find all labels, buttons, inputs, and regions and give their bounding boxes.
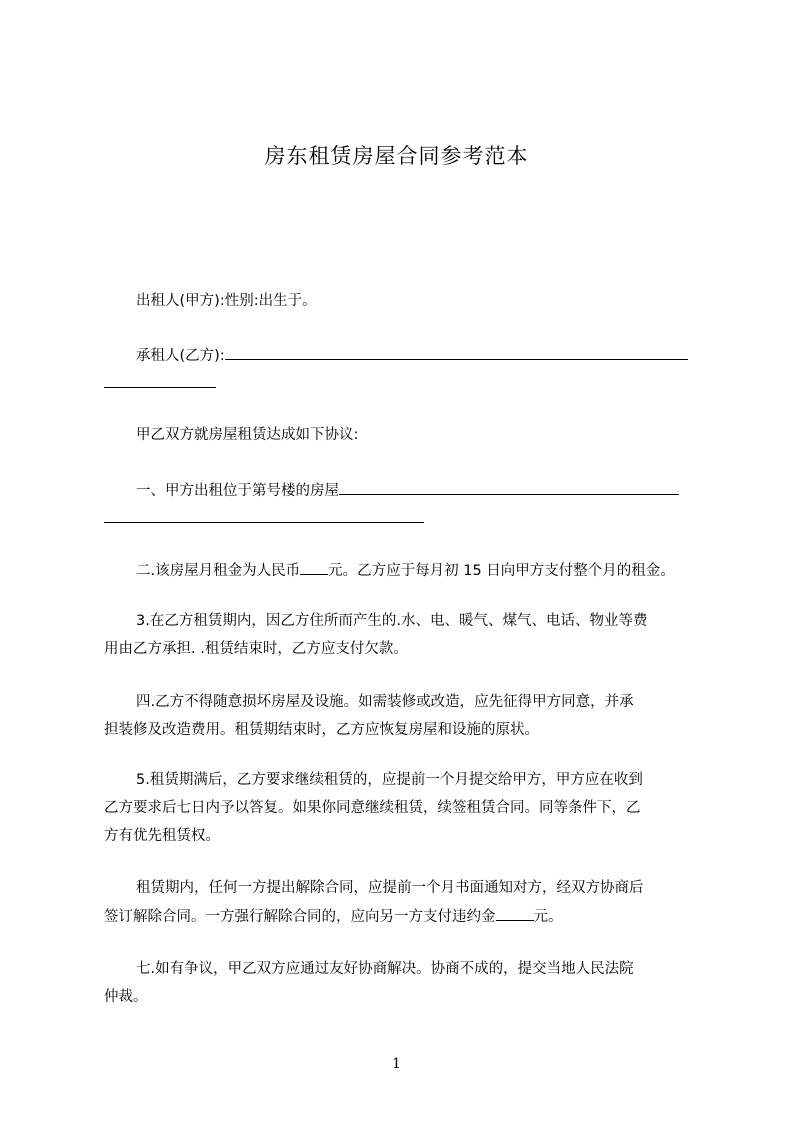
clause-1-text: 一、甲方出租位于第号楼的房屋 (136, 483, 339, 499)
penalty-amount-blank (496, 902, 534, 921)
clause-1-line (104, 476, 710, 504)
lessor-paragraph (104, 287, 710, 315)
clause-6-part-b: 元。 (533, 909, 563, 925)
clause-4-paragraph (104, 688, 710, 744)
clause-6-line-1: 租赁期内，任何一方提出解除合同，应提前一个月书面通知对方，经双方协商后 (136, 880, 644, 896)
lessee-label: 承租人(乙方): (136, 348, 225, 364)
clause-5-paragraph (104, 766, 710, 850)
clause-6-paragraph (104, 874, 710, 930)
clause-3-line-1: 3.在乙方租赁期内，因乙方住所而产生的.水、电、暖气、煤气、电话、物业等费 (136, 613, 648, 629)
clause-6-part-a: 签订解除合同。一方强行解除合同的，应向另一方支付违约金 (104, 909, 496, 925)
clause-2-part-b: 元。乙方应于每月初 15 日向甲方支付整个月的租金。 (328, 563, 675, 579)
clause-1-paragraph (104, 476, 710, 532)
clause-5-line-2: 乙方要求后七日内予以答复。如果你同意继续租赁，续签租赁合同。同等条件下，乙 (104, 800, 641, 816)
clause-6-line-2 (104, 902, 710, 930)
lessee-line-continued (104, 369, 710, 397)
clause-5-line-1: 5.租赁期满后，乙方要求继续租赁的，应提前一个月提交给甲方，甲方应在收到 (136, 772, 643, 788)
clause-4-line-1: 四.乙方不得随意损坏房屋及设施。如需装修或改造，应先征得甲方同意，并承 (136, 694, 634, 710)
lessee-paragraph (104, 341, 710, 397)
agreement-intro-paragraph (104, 421, 710, 449)
clause-1-blank-continued (104, 504, 424, 523)
clause-1-line-continued (104, 504, 710, 532)
clause-3-line-2: 用由乙方承担. .租赁结束时，乙方应支付欠款。 (104, 641, 408, 657)
clause-2-paragraph (104, 556, 710, 584)
lessor-line: 出租人(甲方):性别:出生于。 (136, 293, 317, 309)
lessee-blank (225, 341, 688, 360)
clause-7-line-2: 仲裁。 (104, 989, 148, 1005)
rent-amount-blank (300, 556, 328, 575)
clause-1-address-blank (339, 476, 679, 495)
page-number: 1 (392, 1056, 401, 1072)
agreement-intro: 甲乙双方就房屋租赁达成如下协议: (136, 427, 359, 443)
clause-7-line-1: 七.如有争议，甲乙双方应通过友好协商解决。协商不成的，提交当地人民法院 (136, 961, 634, 977)
clause-3-paragraph (104, 607, 710, 663)
lessee-line (104, 341, 710, 369)
clause-7-paragraph (104, 955, 710, 1011)
clause-2-line (104, 556, 710, 584)
clause-2-part-a: 二.该房屋月租金为人民币 (136, 563, 301, 579)
clause-5-line-3: 方有优先租赁权。 (104, 828, 220, 844)
document-title: 房东租赁房屋合同参考范本 (264, 144, 529, 168)
lessee-blank-continued (104, 369, 216, 388)
clause-4-line-2: 担装修及改造费用。租赁期结束时，乙方应恢复房屋和设施的原状。 (104, 722, 539, 738)
